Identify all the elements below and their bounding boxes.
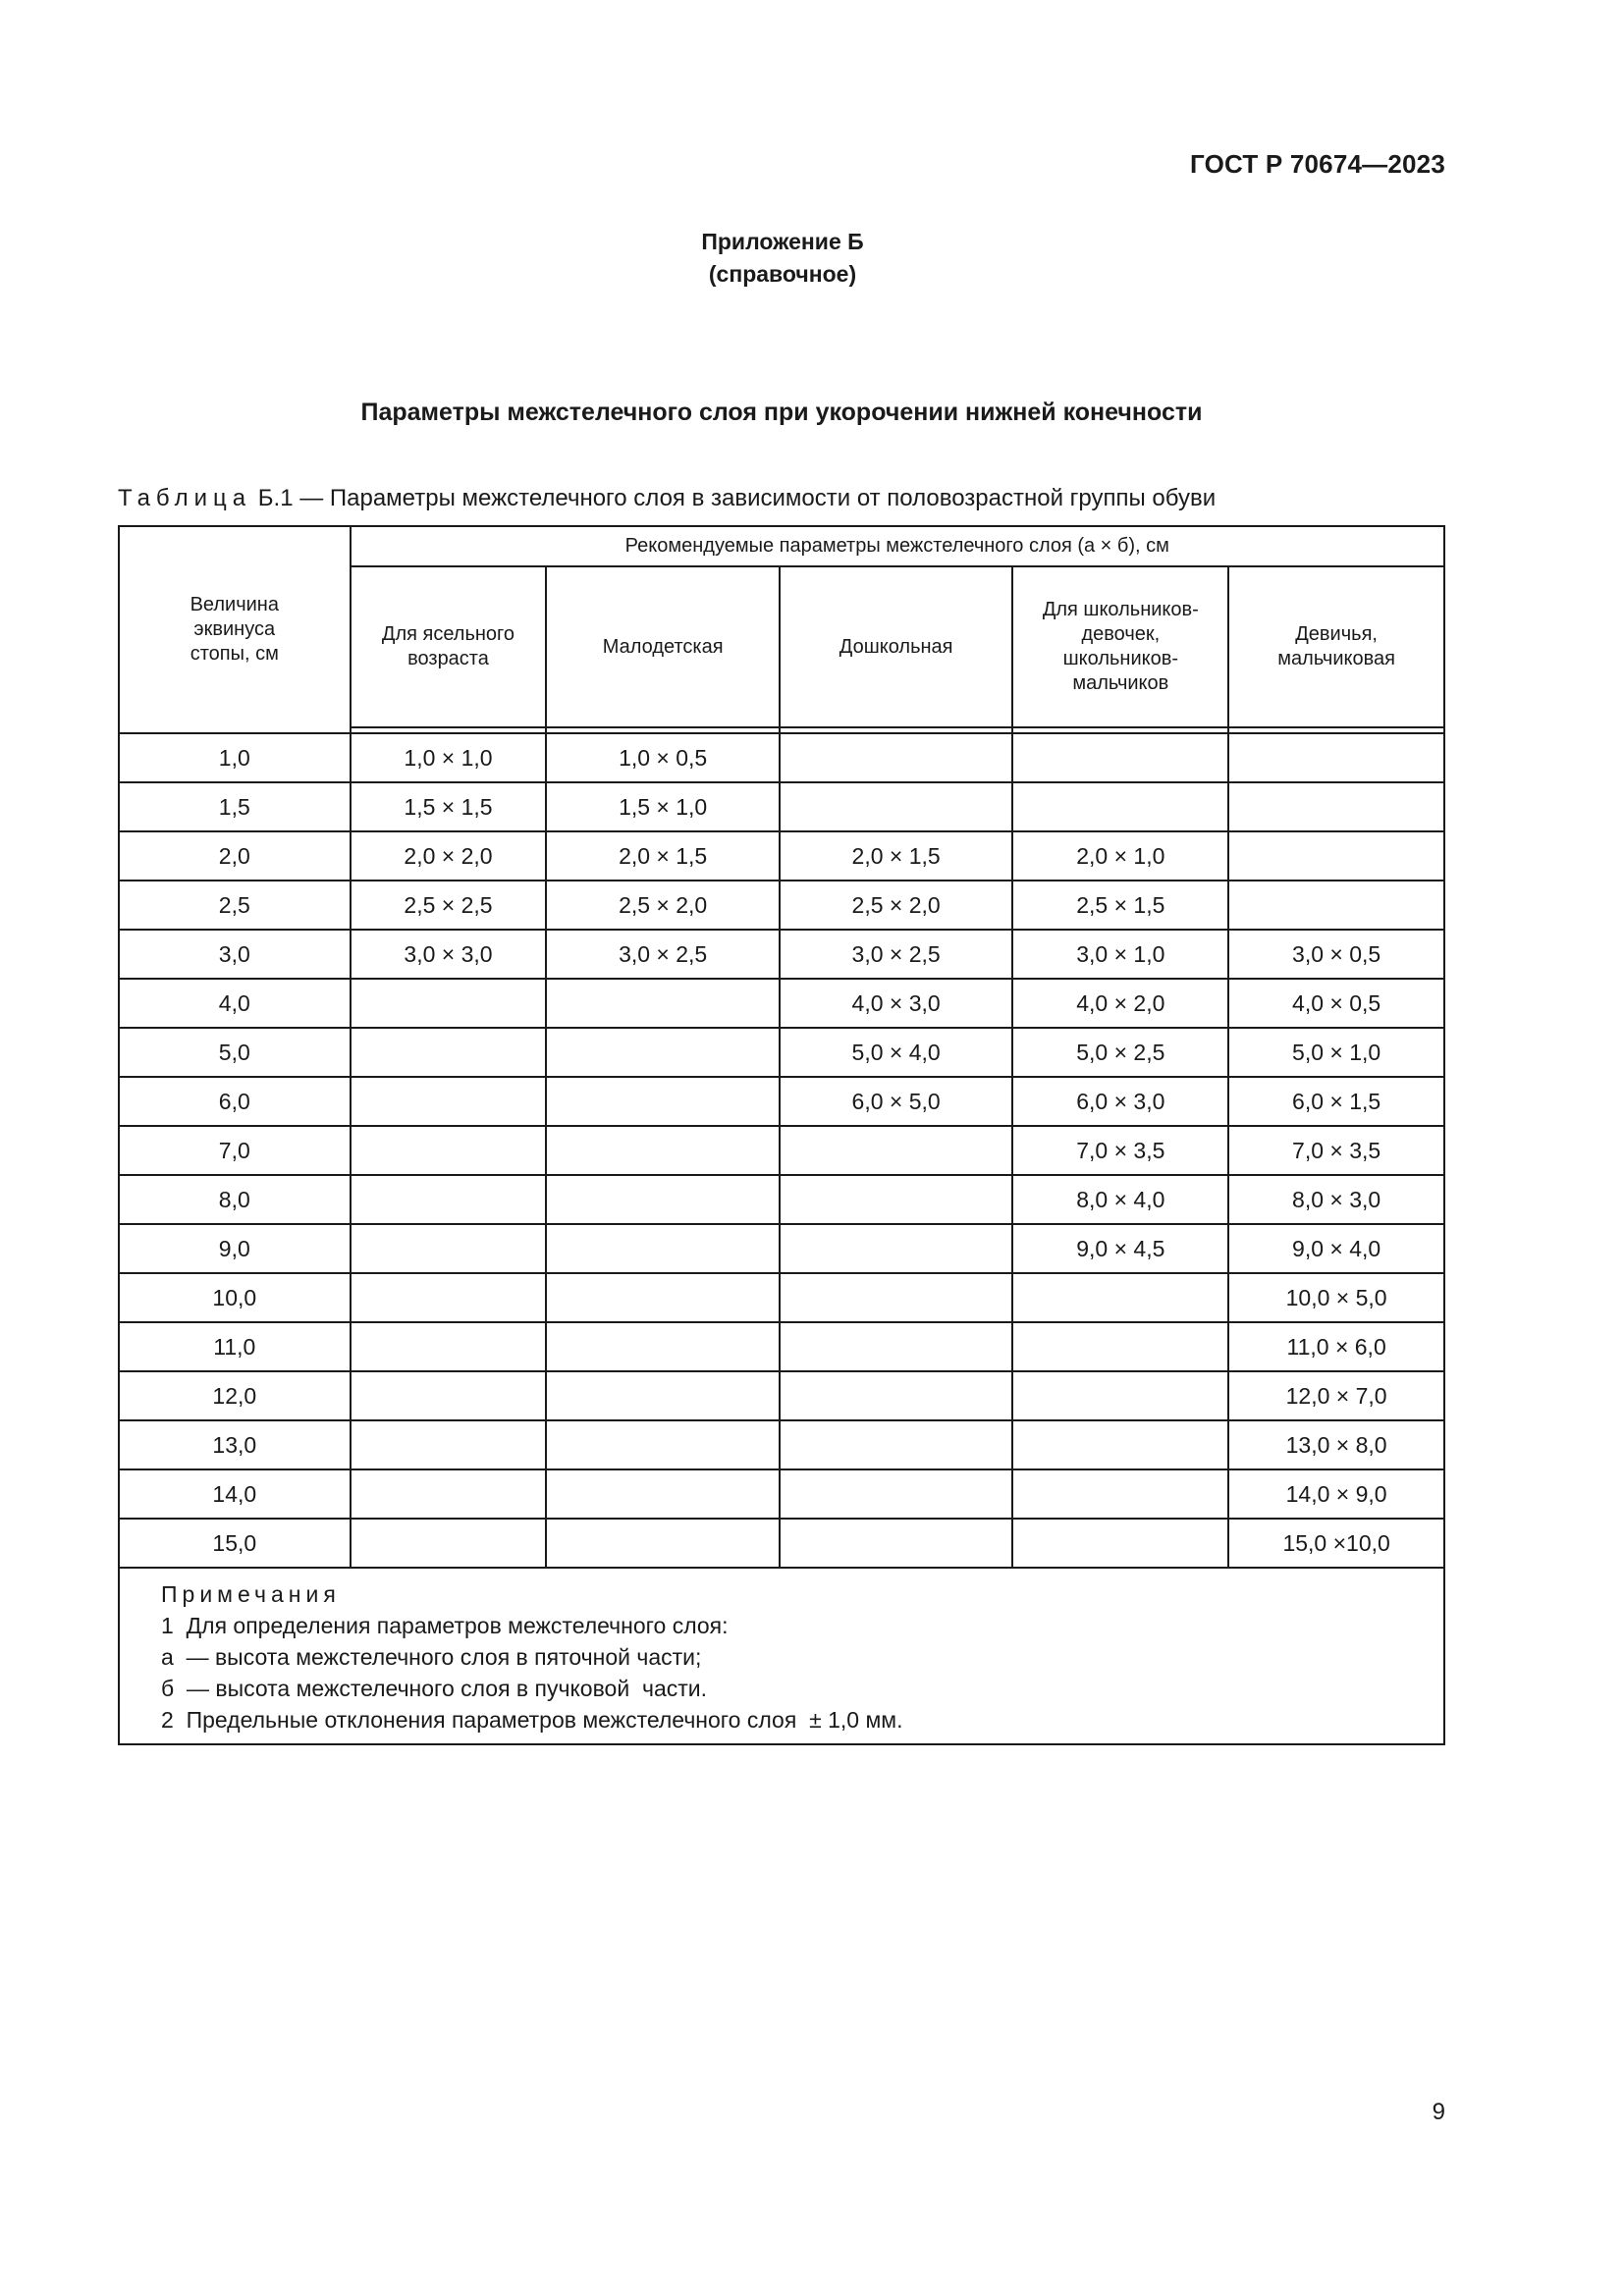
parameter-cell: 11,0 × 6,0 [1228,1322,1444,1371]
parameter-cell: 13,0 × 8,0 [1228,1420,1444,1469]
parameter-cell [1012,782,1228,831]
table-row [119,1077,1444,1126]
parameter-cell [1228,733,1444,782]
column-header: Девичья, мальчиковая [1228,566,1444,727]
parameter-cell: 2,0 × 1,5 [546,831,780,881]
table-row [119,1175,1444,1224]
parameter-cell: 2,5 × 2,0 [780,881,1012,930]
annex-title: Приложение Б [701,229,864,254]
notes-cell [119,1568,1444,1744]
parameter-cell [351,1175,547,1224]
note-line: 1 Для определения параметров межстелечного слоя: [161,1613,729,1638]
equinus-value-cell: 1,0 [119,733,351,782]
parameter-cell [351,1224,547,1273]
table-row [119,1273,1444,1322]
standard-code: ГОСТ Р 70674—2023 [1190,149,1445,179]
parameter-cell: 4,0 × 2,0 [1012,979,1228,1028]
parameter-cell [780,1322,1012,1371]
parameter-cell [1012,1371,1228,1420]
parameter-cell: 5,0 × 4,0 [780,1028,1012,1077]
parameter-cell: 7,0 × 3,5 [1012,1126,1228,1175]
parameter-cell: 15,0 ×10,0 [1228,1519,1444,1568]
parameter-cell: 7,0 × 3,5 [1228,1126,1444,1175]
parameter-cell [351,1519,547,1568]
parameter-cell [351,979,547,1028]
equinus-value-cell: 13,0 [119,1420,351,1469]
table-row [119,1420,1444,1469]
parameter-cell: 1,5 × 1,0 [546,782,780,831]
equinus-value-cell: 12,0 [119,1371,351,1420]
table-caption-label: Таблица [118,485,252,511]
parameter-cell [546,1028,780,1077]
annex-heading [0,226,1565,291]
table-row [119,881,1444,930]
parameter-cell: 2,5 × 2,0 [546,881,780,930]
equinus-value-cell: 6,0 [119,1077,351,1126]
parameter-cell: 3,0 × 2,5 [780,930,1012,979]
parameter-cell [780,1126,1012,1175]
parameter-cell [546,1371,780,1420]
column-header: Малодетская [546,566,780,727]
parameter-cell [780,1175,1012,1224]
equinus-value-cell: 10,0 [119,1273,351,1322]
column-header: Для школьников-девочек, школьников-мальчиков [1012,566,1228,727]
table-row [119,1028,1444,1077]
equinus-value-cell: 14,0 [119,1469,351,1519]
parameter-cell [780,1420,1012,1469]
parameter-cell: 5,0 × 1,0 [1228,1028,1444,1077]
parameter-cell [546,979,780,1028]
parameter-cell: 12,0 × 7,0 [1228,1371,1444,1420]
parameter-cell [780,1273,1012,1322]
table-row [119,1224,1444,1273]
equinus-value-cell: 8,0 [119,1175,351,1224]
parameter-cell [780,782,1012,831]
row-header-text: Величина эквинуса стопы, см [189,594,279,665]
parameter-cell [780,1224,1012,1273]
parameter-cell [1012,1322,1228,1371]
parameter-cell [1228,831,1444,881]
parameter-cell [1012,1469,1228,1519]
parameter-cell: 4,0 × 0,5 [1228,979,1444,1028]
equinus-value-cell: 9,0 [119,1224,351,1273]
parameter-cell: 2,5 × 2,5 [351,881,547,930]
group-header-cell: Рекомендуемые параметры межстелечного слоя (а × б), см [351,526,1444,566]
parameters-table [118,525,1445,1745]
parameter-cell: 4,0 × 3,0 [780,979,1012,1028]
parameter-cell [780,1371,1012,1420]
table-caption [118,485,1216,512]
parameter-cell [1012,1273,1228,1322]
parameter-cell: 6,0 × 3,0 [1012,1077,1228,1126]
parameter-cell [780,1469,1012,1519]
parameter-cell [351,1077,547,1126]
parameter-cell [1012,1420,1228,1469]
parameter-cell [351,1371,547,1420]
equinus-value-cell: 7,0 [119,1126,351,1175]
parameter-cell [1228,881,1444,930]
parameter-cell: 1,0 × 1,0 [351,733,547,782]
parameter-cell: 14,0 × 9,0 [1228,1469,1444,1519]
parameter-cell: 10,0 × 5,0 [1228,1273,1444,1322]
table-row [119,1519,1444,1568]
equinus-value-cell: 4,0 [119,979,351,1028]
parameter-cell [351,1126,547,1175]
equinus-value-cell: 15,0 [119,1519,351,1568]
parameter-cell: 8,0 × 4,0 [1012,1175,1228,1224]
table-row [119,733,1444,782]
note-line: а — высота межстелечного слоя в пяточной части; [161,1644,702,1670]
parameter-cell [546,1420,780,1469]
parameter-cell: 3,0 × 3,0 [351,930,547,979]
parameter-cell: 2,0 × 1,5 [780,831,1012,881]
parameter-cell [1228,782,1444,831]
table-row [119,1371,1444,1420]
parameter-cell: 9,0 × 4,0 [1228,1224,1444,1273]
notes-row [119,1568,1444,1744]
page-number: 9 [1432,2099,1445,2125]
table-row [119,1322,1444,1371]
parameter-cell: 6,0 × 1,5 [1228,1077,1444,1126]
parameter-cell: 3,0 × 1,0 [1012,930,1228,979]
table-row [119,1469,1444,1519]
parameter-cell: 5,0 × 2,5 [1012,1028,1228,1077]
table-row [119,782,1444,831]
parameter-cell [351,1469,547,1519]
parameter-cell: 8,0 × 3,0 [1228,1175,1444,1224]
parameter-cell: 9,0 × 4,5 [1012,1224,1228,1273]
note-line: 2 Предельные отклонения параметров межстелечного слоя ± 1,0 мм. [161,1707,903,1733]
table-row [119,930,1444,979]
parameter-cell: 2,0 × 2,0 [351,831,547,881]
note-line: б — высота межстелечного слоя в пучковой части. [161,1676,708,1701]
parameter-cell: 2,0 × 1,0 [1012,831,1228,881]
parameter-cell [546,1126,780,1175]
parameter-cell [351,1322,547,1371]
parameter-cell [546,1322,780,1371]
equinus-value-cell: 5,0 [119,1028,351,1077]
parameter-cell: 1,5 × 1,5 [351,782,547,831]
equinus-value-cell: 3,0 [119,930,351,979]
column-header: Дошкольная [780,566,1012,727]
parameter-cell [546,1175,780,1224]
row-header-cell [119,526,351,733]
parameter-cell [546,1469,780,1519]
parameter-cell: 6,0 × 5,0 [780,1077,1012,1126]
document-title: Параметры межстелечного слоя при укорочении нижней конечности [360,399,1203,426]
equinus-value-cell: 11,0 [119,1322,351,1371]
parameter-cell [780,733,1012,782]
parameter-cell [351,1028,547,1077]
table-caption-text: Б.1 — Параметры межстелечного слоя в зависимости от половозрастной группы обуви [257,485,1217,511]
parameter-cell: 3,0 × 2,5 [546,930,780,979]
parameter-cell [546,1224,780,1273]
parameter-cell [351,1420,547,1469]
parameter-cell: 2,5 × 1,5 [1012,881,1228,930]
parameter-cell: 1,0 × 0,5 [546,733,780,782]
parameter-cell [351,1273,547,1322]
column-header: Для ясельного возраста [351,566,547,727]
parameter-cell [546,1077,780,1126]
table-row [119,831,1444,881]
annex-subtitle: (справочное) [708,261,857,287]
parameter-cell [546,1519,780,1568]
table-row [119,1126,1444,1175]
parameter-cell [1012,733,1228,782]
parameter-cell: 3,0 × 0,5 [1228,930,1444,979]
notes-label: Примечания [161,1581,341,1607]
parameter-cell [546,1273,780,1322]
equinus-value-cell: 1,5 [119,782,351,831]
parameter-cell [780,1519,1012,1568]
parameter-cell [1012,1519,1228,1568]
table-row [119,979,1444,1028]
equinus-value-cell: 2,0 [119,831,351,881]
equinus-value-cell: 2,5 [119,881,351,930]
